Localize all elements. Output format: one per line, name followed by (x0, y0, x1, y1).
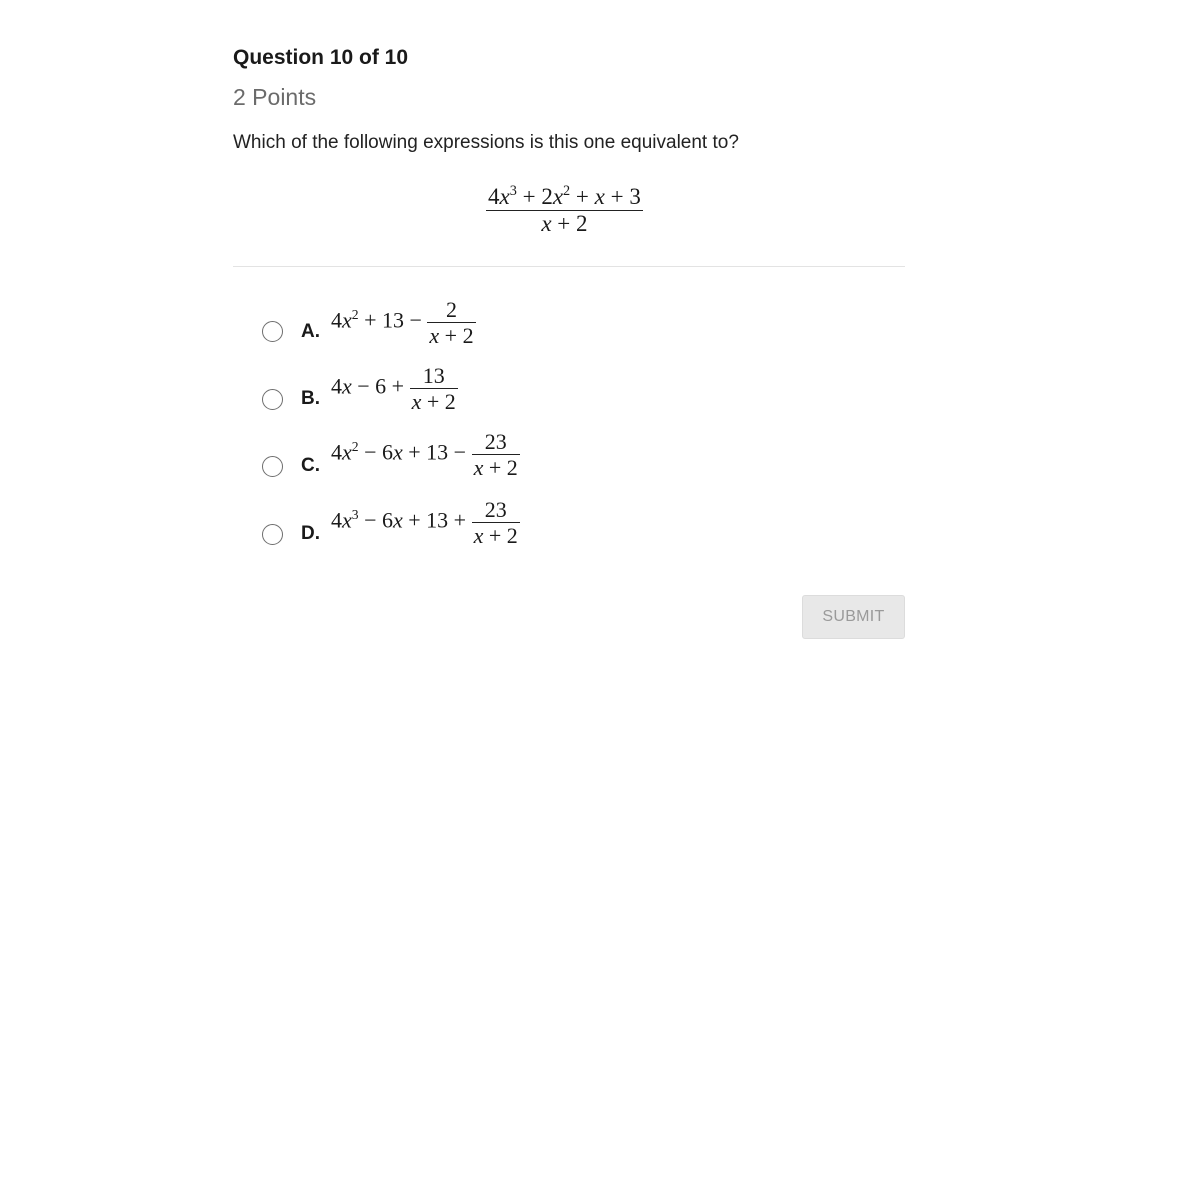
submit-button[interactable]: SUBMIT (802, 595, 905, 639)
question-expression: $\frac{4x^3 + 2x^2 + x + 3}{x + 2}$ (488, 183, 641, 237)
option-c-expression: $4x^2 - 6x + 13$ − $\frac{23}{x + 2}$ (331, 429, 518, 481)
divider (233, 266, 905, 267)
option-d-letter: D. (301, 523, 320, 544)
question-points: 2 Points (233, 84, 317, 110)
option-a[interactable] (262, 298, 562, 348)
option-b[interactable] (262, 364, 562, 414)
option-b-radio[interactable] (262, 389, 283, 410)
option-c-letter: C. (301, 455, 320, 476)
question-prompt: Which of the following expressions is this one equivalent to? (233, 132, 739, 153)
option-b-letter: B. (301, 388, 320, 409)
option-a-letter: A. (301, 321, 320, 342)
option-a-radio[interactable] (262, 321, 283, 342)
option-d-radio[interactable] (262, 524, 283, 545)
option-c-radio[interactable] (262, 456, 283, 477)
option-d-expression: $4x^3 - 6x + 13$ + $\frac{23}{x + 2}$ (331, 497, 518, 549)
option-a-expression: $4x^2 + 13$ − $\frac{2}{x + 2}$ (331, 297, 474, 349)
option-d[interactable] (262, 498, 582, 548)
option-b-expression: 4x − 6 + $\frac{13}{x + 2}$ (331, 363, 456, 415)
question-header: Question 10 of 10 (233, 46, 409, 69)
option-c[interactable] (262, 430, 582, 480)
